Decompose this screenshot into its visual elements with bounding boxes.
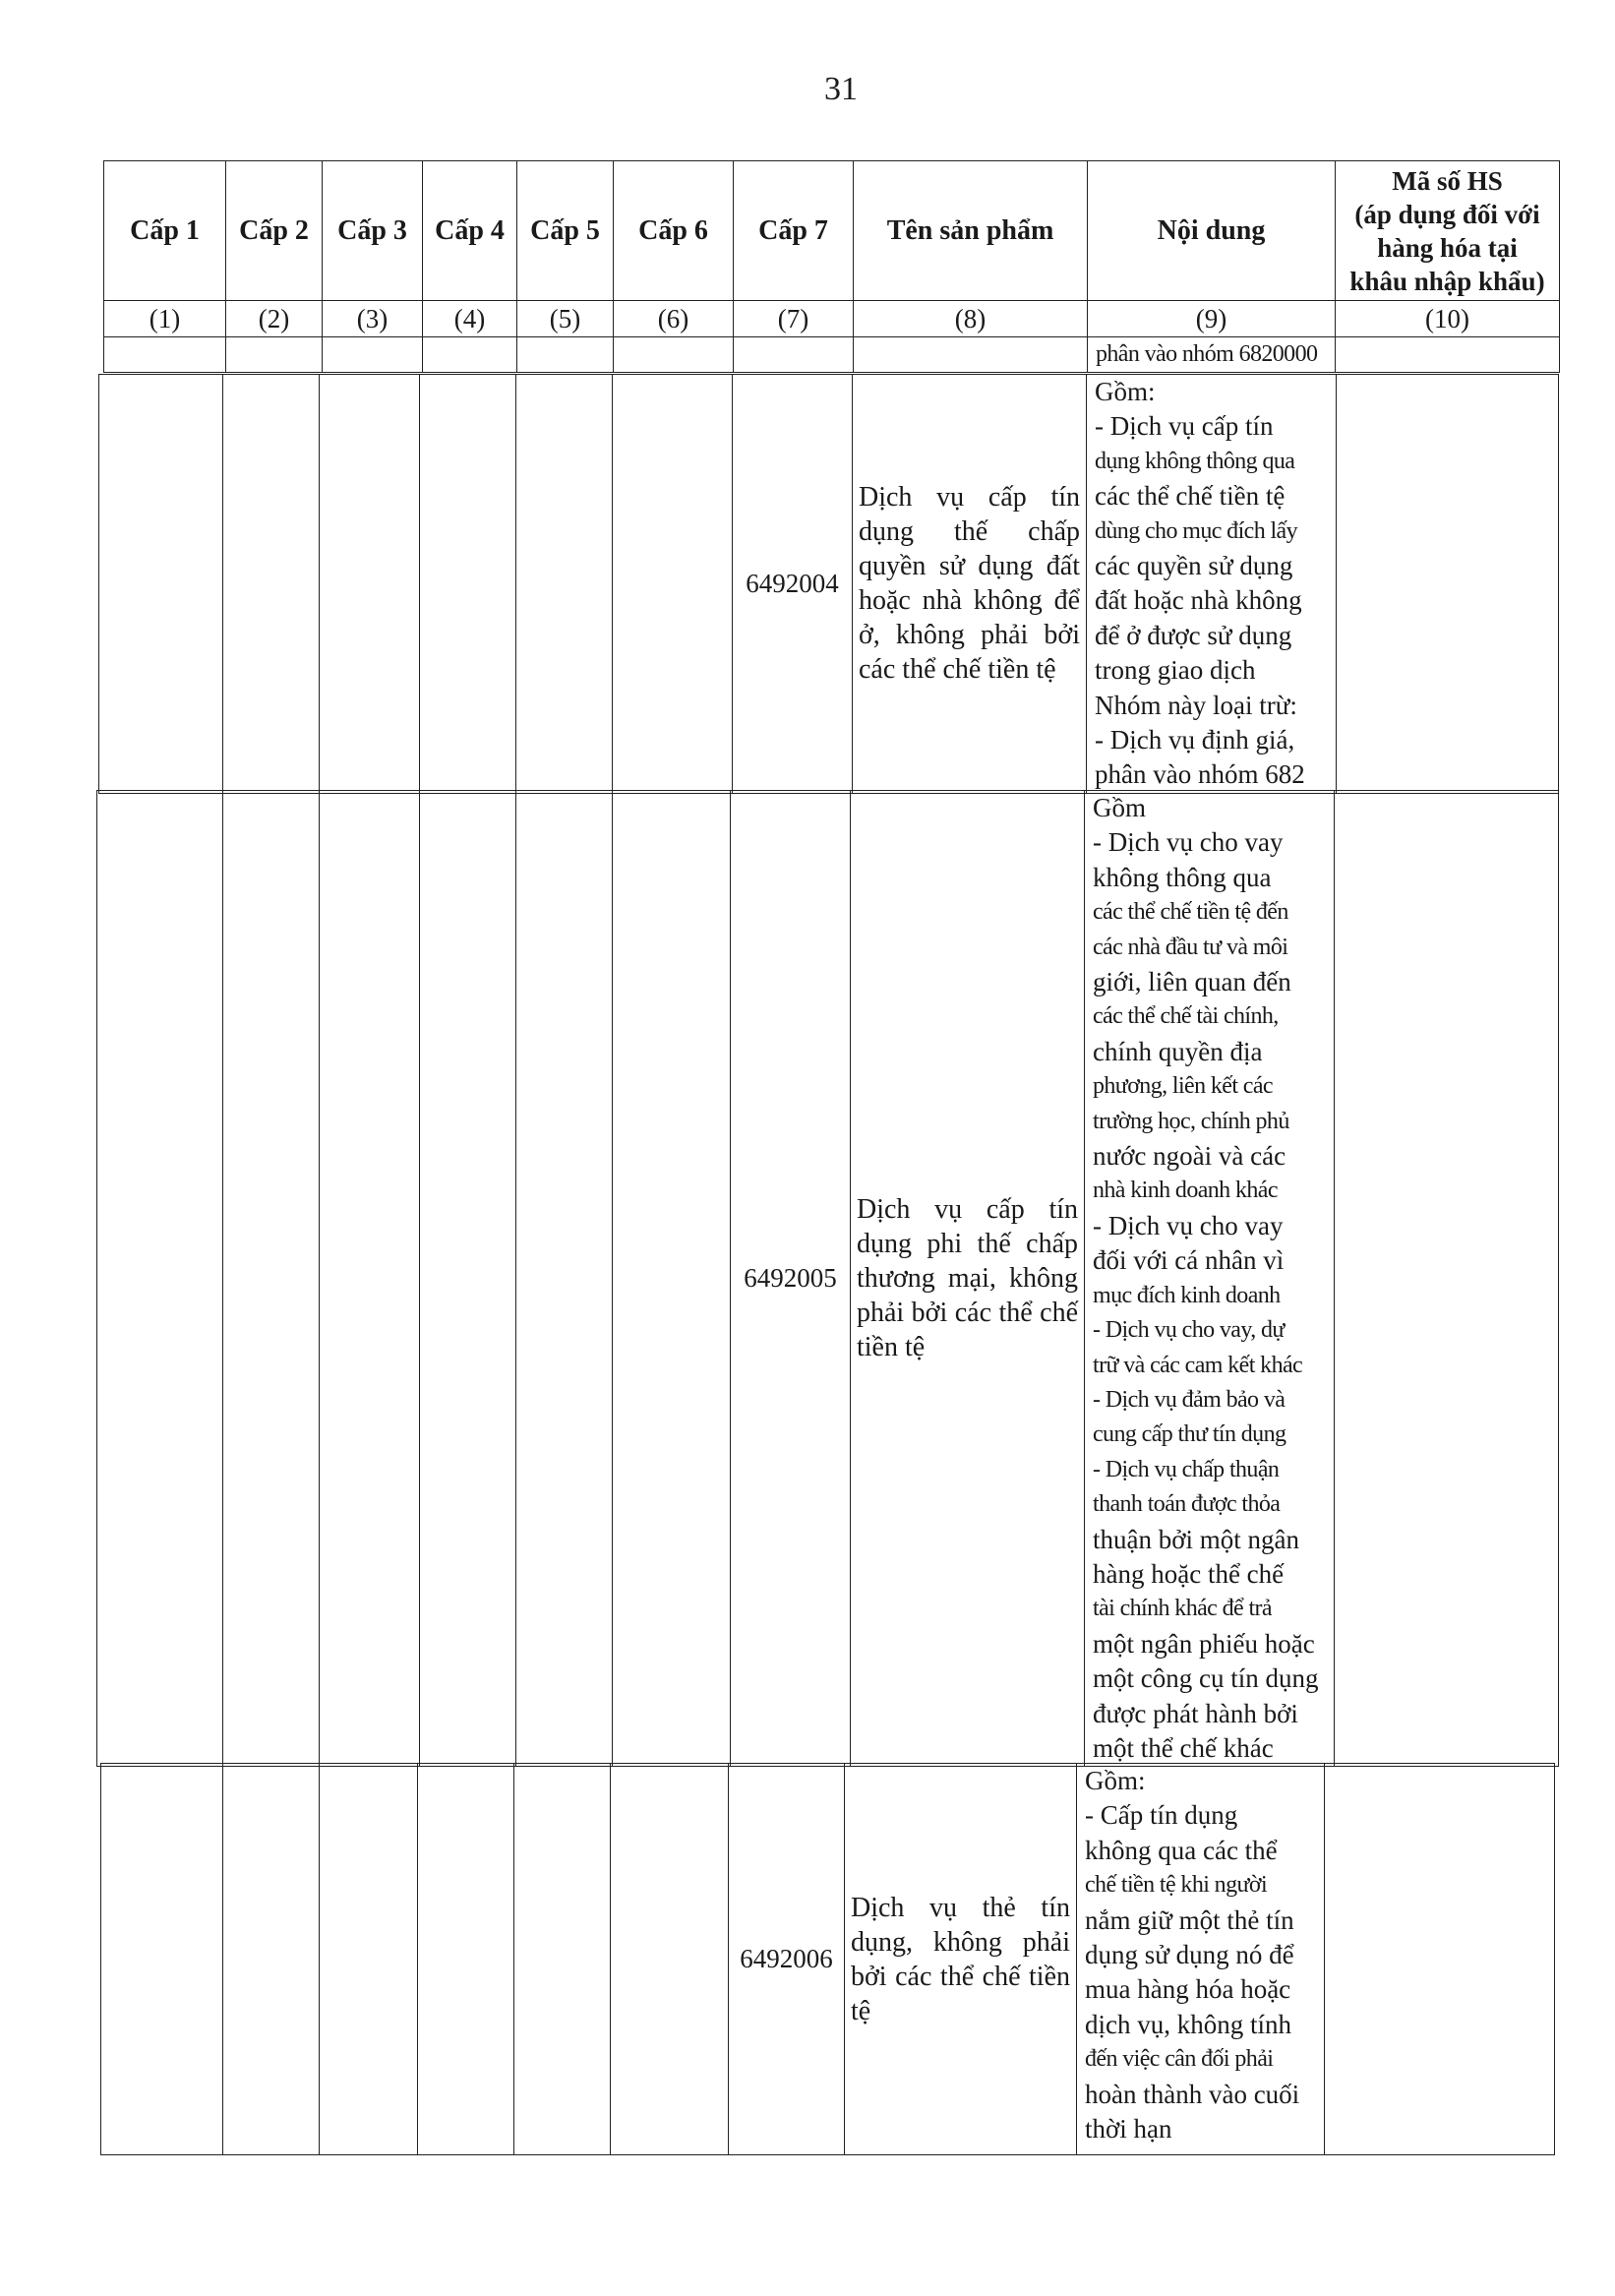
- content-line: dùng cho mục đích lấy: [1095, 517, 1298, 544]
- header-product-name: Tên sản phẩm: [854, 161, 1088, 301]
- content-line: Gồm:: [1095, 377, 1156, 406]
- content-line: đất hoặc nhà không: [1095, 585, 1302, 616]
- header-cap3: Cấp 3: [323, 161, 423, 301]
- column-number: (6): [614, 301, 734, 337]
- content-line: đến việc cân đối phải: [1085, 2046, 1274, 2073]
- continuation-row: [104, 337, 1560, 373]
- column-number: (10): [1336, 301, 1560, 337]
- product-name: Dịch vụ cấp tín dụng thế chấp quyền sử dụng đất hoặc nhà không để ở, không phải bởi các thể chế tiền tệ: [853, 375, 1087, 794]
- content-line: Gồm: [1093, 793, 1146, 822]
- content-line: - Dịch vụ định giá,: [1095, 725, 1295, 755]
- column-number: (9): [1088, 301, 1336, 337]
- column-number: (7): [734, 301, 854, 337]
- header-row: [104, 161, 1560, 301]
- content-line: - Cấp tín dụng: [1085, 1800, 1238, 1831]
- page-number: 31: [824, 71, 858, 107]
- header-cap4: Cấp 4: [423, 161, 517, 301]
- content-line: chính quyền địa: [1093, 1036, 1263, 1066]
- product-code: 6492005: [731, 791, 851, 1767]
- content-line: một công cụ tín dụng: [1093, 1663, 1319, 1694]
- header-cap6: Cấp 6: [614, 161, 734, 301]
- content-line: một thể chế khác: [1093, 1732, 1274, 1763]
- column-number-row: [104, 301, 1560, 337]
- content-line: nắm giữ một thẻ tín: [1085, 1904, 1294, 1935]
- column-number: (4): [423, 301, 517, 337]
- product-name: Dịch vụ thẻ tín dụng, không phải bởi các thể chế tiền tệ: [845, 1764, 1077, 2155]
- classification-table: [103, 160, 1560, 373]
- header-hs-line1: Mã số HS: [1392, 165, 1503, 196]
- column-number: (8): [854, 301, 1088, 337]
- header-cap1: Cấp 1: [104, 161, 226, 301]
- content-line: chế tiền tệ khi người: [1085, 1872, 1268, 1899]
- content-line: hàng hoặc thể chế: [1093, 1558, 1285, 1589]
- table-row: [96, 790, 1559, 1767]
- content-line: không qua các thể: [1085, 1835, 1278, 1865]
- content-line: hoàn thành vào cuối: [1085, 2079, 1300, 2109]
- product-content: [1085, 791, 1335, 1767]
- content-line: các thể chế tiền tệ đến: [1093, 899, 1288, 926]
- product-code: 6492006: [729, 1764, 845, 2155]
- content-line: thời hạn: [1085, 2114, 1172, 2145]
- content-line: các nhà đầu tư và môi: [1093, 934, 1288, 960]
- column-number: (5): [517, 301, 614, 337]
- content-line: trữ và các cam kết khác: [1093, 1352, 1303, 1378]
- header-cap7: Cấp 7: [734, 161, 854, 301]
- header-content: Nội dung: [1088, 161, 1336, 301]
- content-line: đối với cá nhân vì: [1093, 1245, 1285, 1276]
- content-line: Nhóm này loại trừ:: [1095, 690, 1297, 720]
- product-name: Dịch vụ cấp tín dụng phi thế chấp thương mại, không phải bởi các thể chế tiền tệ: [851, 791, 1085, 1767]
- header-cap5: Cấp 5: [517, 161, 614, 301]
- content-line: không thông qua: [1093, 862, 1272, 892]
- content-line: thanh toán được thỏa: [1093, 1491, 1281, 1518]
- content-line: phương, liên kết các: [1093, 1073, 1273, 1100]
- content-line: trong giao dịch: [1095, 655, 1256, 686]
- column-number: (2): [226, 301, 323, 337]
- header-hs-line3: hàng hóa tại: [1377, 232, 1518, 263]
- content-line: mua hàng hóa hoặc: [1085, 1974, 1291, 2005]
- content-line: phân vào nhóm 682: [1095, 759, 1305, 790]
- product-code: 6492004: [733, 375, 853, 794]
- content-line: trường học, chính phủ: [1093, 1108, 1289, 1134]
- content-line: nhà kinh doanh khác: [1093, 1178, 1278, 1204]
- table-row: [100, 1763, 1555, 2155]
- content-line: cung cấp thư tín dụng: [1093, 1421, 1286, 1448]
- content-line: Gồm:: [1085, 1766, 1146, 1795]
- column-number: (1): [104, 301, 226, 337]
- content-line: nước ngoài và các: [1093, 1141, 1286, 1172]
- table-row: [98, 374, 1559, 794]
- content-line: các quyền sử dụng: [1095, 551, 1293, 581]
- continuation-content: phân vào nhóm 6820000: [1088, 337, 1336, 373]
- product-content: [1077, 1764, 1325, 2155]
- header-hs-line2: (áp dụng đối với: [1354, 199, 1540, 229]
- content-line: - Dịch vụ cấp tín: [1095, 411, 1274, 442]
- content-line: để ở được sử dụng: [1095, 620, 1292, 650]
- content-line: - Dịch vụ chấp thuận: [1093, 1456, 1280, 1482]
- column-number: (3): [323, 301, 423, 337]
- content-line: được phát hành bởi: [1093, 1698, 1298, 1728]
- content-line: dụng sử dụng nó để: [1085, 1940, 1294, 1970]
- content-line: - Dịch vụ đảm bảo và: [1093, 1386, 1286, 1413]
- content-line: các thể chế tiền tệ: [1095, 481, 1286, 512]
- content-line: các thể chế tài chính,: [1093, 1003, 1279, 1030]
- header-hs-code: [1336, 161, 1560, 301]
- header-cap2: Cấp 2: [226, 161, 323, 301]
- product-content: [1087, 375, 1337, 794]
- content-line: - Dịch vụ cho vay: [1093, 827, 1284, 858]
- content-line: thuận bởi một ngân: [1093, 1524, 1300, 1554]
- content-line: giới, liên quan đến: [1093, 967, 1291, 997]
- content-line: một ngân phiếu hoặc: [1093, 1628, 1315, 1659]
- content-line: mục đích kinh doanh: [1093, 1282, 1281, 1308]
- content-line: dụng không thông qua: [1095, 448, 1295, 474]
- header-hs-line4: khâu nhập khẩu): [1349, 266, 1545, 296]
- content-line: - Dịch vụ cho vay: [1093, 1210, 1284, 1240]
- content-line: dịch vụ, không tính: [1085, 2009, 1291, 2039]
- content-line: - Dịch vụ cho vay, dự: [1093, 1317, 1285, 1344]
- content-line: tài chính khác để trả: [1093, 1596, 1272, 1622]
